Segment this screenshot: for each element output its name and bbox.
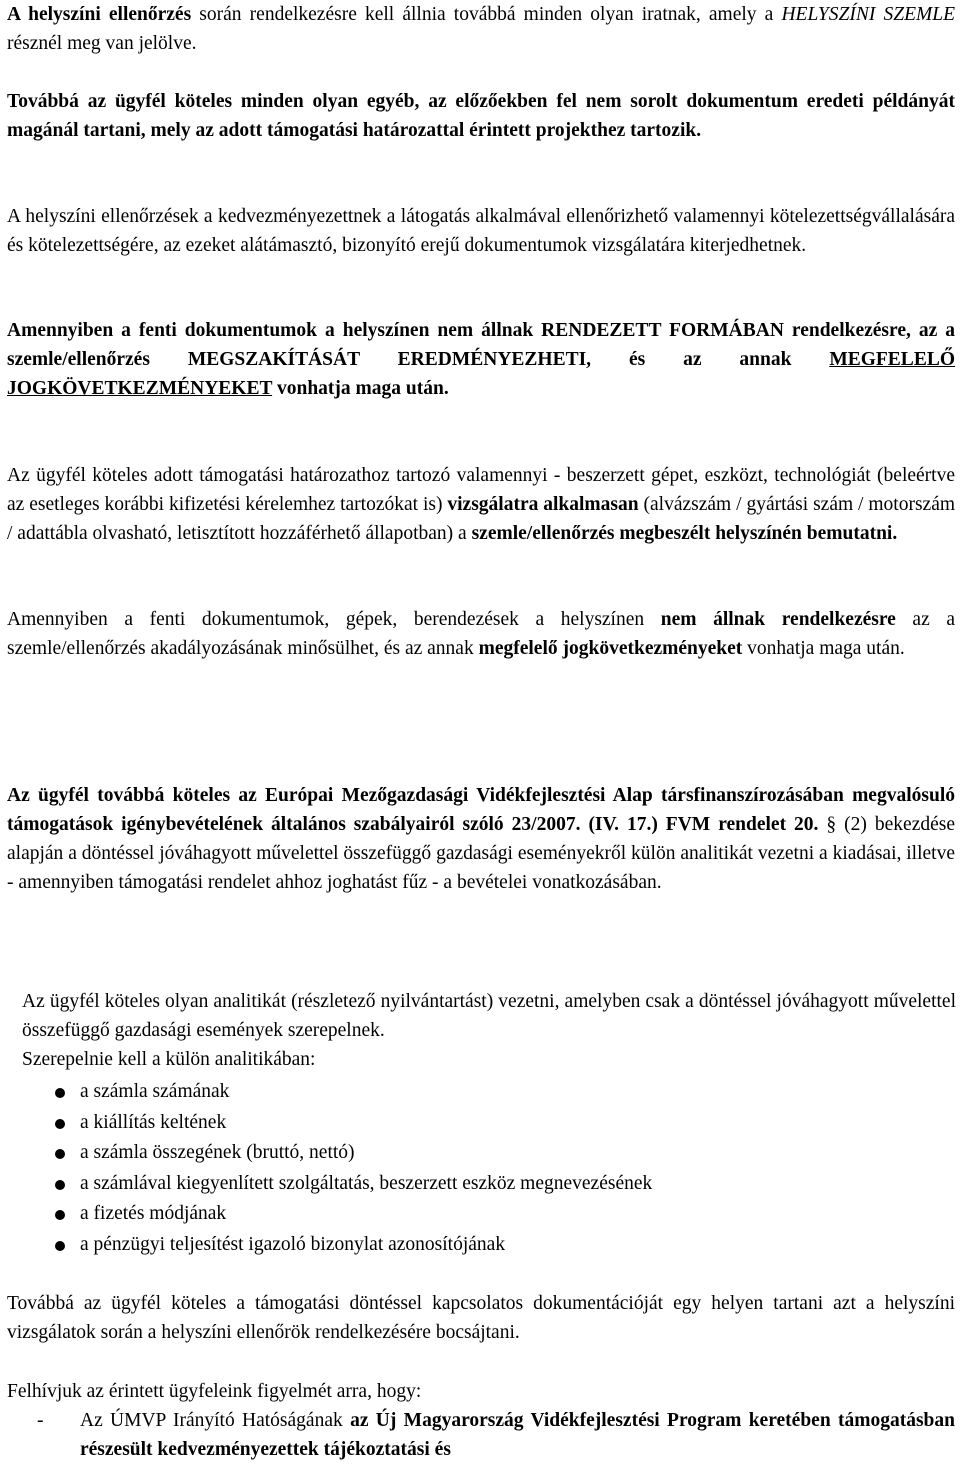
paragraph-equipment-presentation: Az ügyfél köteles adott támogatási határozathoz tartozó valamennyi - beszerzett gépet, eszközt, technológiát (beleértve az esetleges korábbi kifizetési kérelemhez tartozókat is) vizsgálatra alkalmasan (alvázszám / gyártási szám / motorszám / adattábla olvasható, letisztított hozzáférhető állapotban) a szemle/ellenőrzés megbeszélt helyszínén bemutatni. [7,465,956,544]
paragraph-documentation-storage: Továbbá az ügyfél köteles a támogatási döntéssel kapcsolatos dokumentációját egy helyen tartani azt a helyszíni vizsgálatok során a helyszíni ellenőrök rendelkezésére bocsájtani. [7,1293,955,1343]
list-item: a számlával kiegyenlített szolgáltatás, beszerzett eszköz megnevezésének [50,1169,652,1200]
paragraph-onsite-checks-scope: A helyszíni ellenőrzések a kedvezményezettnek a látogatás alkalmával ellenőrizhető valamennyi kötelezettségvállalására és kötelezettségére, az ezeket alátámasztó, bizonyító erejű dokumentumok vizsgálatára kiterjedhetnek. [7,206,955,256]
analytics-contents-list [50,1077,652,1261]
paragraph-original-documents: Továbbá az ügyfél köteles minden olyan egyéb, az előzőekben fel nem sorolt dokumentum eredeti példányát magánál tartani, mely az adott támogatási határozattal érintett projekthez tartozik. [7,91,955,141]
paragraph-obstruction-warning: Amennyiben a fenti dokumentumok, gépek, berendezések a helyszínen nem állnak rendelkezésre az a szemle/ellenőrzés akadályozásának minősülhet, és az annak megfelelő jogkövetkezményeket vonhatja maga után. [7,609,955,659]
paragraph-attention-notice: Felhívjuk az érintett ügyfeleink figyelmét arra, hogy: [7,1381,422,1402]
paragraph-eafrd-regulation: Az ügyfél továbbá köteles az Európai Mezőgazdasági Vidékfejlesztési Alap társfinanszírozásában megvalósuló támogatások igénybevételének általános szabályairól szóló 23/2007. (IV. 17.) FVM rendelet 20. § (2) bekezdése alapján a döntéssel jóváhagyott művelettel összefüggő gazdasági eseményekről külön analitikát vezetni a kiadásai, illetve - amennyiben támogatási rendelet ahhoz joghatást fűz - a bevételei vonatkozásában. [7,785,955,893]
dash-bullet: - [37,1410,44,1431]
list-item: a pénzügyi teljesítést igazoló bizonylat azonosítójának [50,1230,652,1261]
list-item: a számla számának [50,1077,652,1108]
paragraph-interruption-warning: Amennyiben a fenti dokumentumok a helyszínen nem állnak RENDEZETT FORMÁBAN rendelkezésre, az a szemle/ellenőrzés MEGSZAKÍTÁSÁT EREDMÉNYEZHETI, és az annak MEGFELELŐ JOGKÖVETKEZMÉNYEKET vonhatja maga után. [7,320,955,399]
list-item: a kiállítás keltének [50,1108,652,1139]
paragraph-analytics-contents-intro: Szerepelnie kell a külön analitikában: [22,1049,316,1070]
paragraph-analytics-requirement: Az ügyfél köteles olyan analitikát (részletező nyilvántartást) vezetni, amelyben csak a döntéssel jóváhagyott művelettel összefüggő gazdasági események szerepelnek. [22,991,956,1041]
list-item: a fizetés módjának [50,1199,652,1230]
paragraph-onsite-inspection: A helyszíni ellenőrzés során rendelkezésre kell állnia továbbá minden olyan iratnak, amely a HELYSZÍNI SZEMLE résznél meg van jelölve. [7,4,955,54]
dash-item-text: Az ÚMVP Irányító Hatóságának az Új Magyarország Vidékfejlesztési Program keretében támogatásban részesült kedvezményezettek tájékoztatási és [80,1410,955,1460]
list-item: a számla összegének (bruttó, nettó) [50,1138,652,1169]
